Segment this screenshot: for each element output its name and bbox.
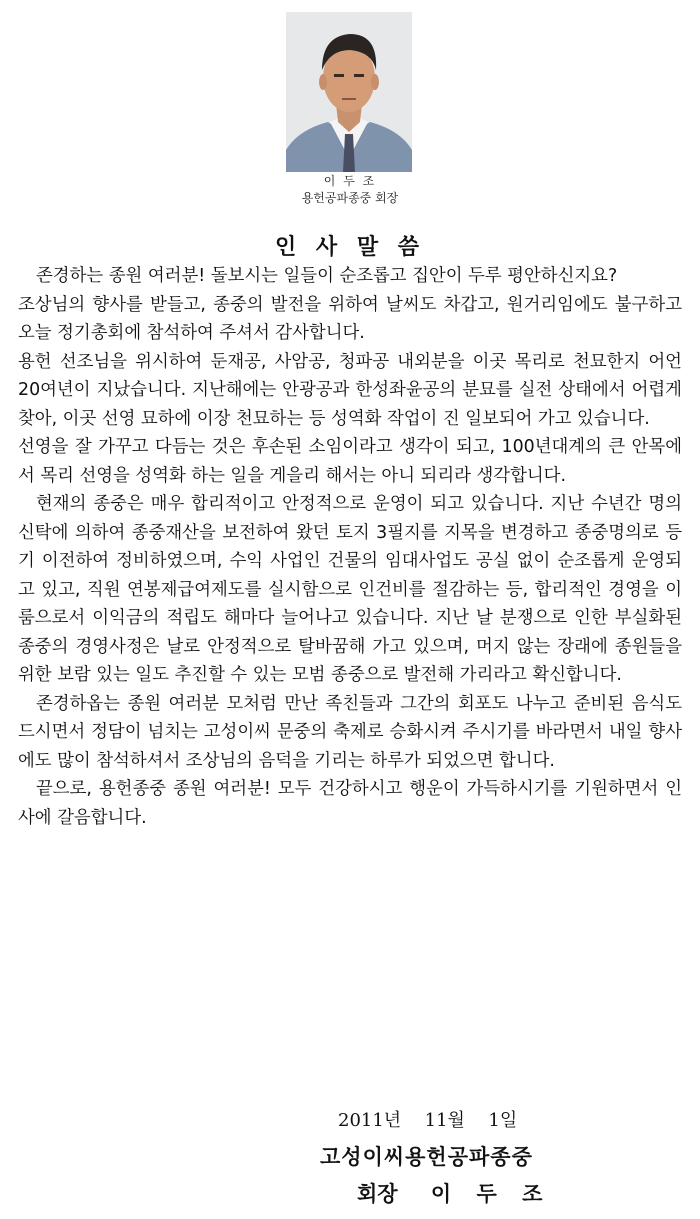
portrait-illustration	[286, 12, 412, 172]
paragraph-management: 현재의 종중은 매우 합리적이고 안정적으로 운영이 되고 있습니다. 지난 수년간 명의신탁에 의하여 종중재산을 보전하여 왔던 토지 3필지를 지목을 변경하고 종중명의로 등기 이전하여 정비하였으며, 수익 사업인 건물의 임대사업도 공실 없이 순조롭게 운영되고 있고, 직원 연봉제급여제도를 실시함으로 인건비를 절감하는 등, 합리적인 경영을 이룸으로서 이익금의 적립도 해마다 늘어나고 있습니다. 지난 날 분쟁으로 인한 부실화된 종중의 경영사정은 날로 안정적으로 탈바꿈해 가고 있으며, 머지 않는 장래에 종원들을 위한 보람 있는 일도 추진할 수 있는 모범 종중으로 발전해 가리라고 확신합니다.	[18, 494, 682, 685]
portrait-caption-title: 용헌공파종중 회장	[301, 191, 399, 205]
paragraph-greeting: 존경하는 종원 여러분! 돌보시는 일들이 순조롭고 집안이 두루 평안하신지요?	[36, 266, 618, 286]
portrait-photo	[286, 12, 412, 172]
paragraph-ancestors: 용헌 선조님을 위시하여 둔재공, 사암공, 청파공 내외분을 이곳 목리로 천묘한지 어언 20여년이 지났습니다. 지난해에는 안광공과 한성좌윤공의 분묘를 실전 상태에서 어렵게 찾아, 이곳 선영 묘하에 이장 천묘하는 등 성역화 작업이 진 일보되어 가고 있습니다.	[18, 351, 682, 429]
paragraph-festival: 존경하옵는 종원 여러분 모처럼 만난 족친들과 그간의 회포도 나누고 준비된 음식도 드시면서 정담이 넘치는 고성이씨 문중의 축제로 승화시켜 주시기를 바라면서 내일 향사에도 많이 참석하셔서 조상님의 음덕을 기리는 하루가 되었으면 합니다.	[18, 693, 682, 771]
signer-name: 이 두 조	[430, 1181, 552, 1206]
signature-line	[357, 1178, 551, 1208]
letter-date: 2011년 11월 1일	[338, 1110, 518, 1131]
organization-name: 고성이씨용헌공파종중	[320, 1144, 533, 1169]
letter-body	[18, 262, 682, 832]
paragraph-closing: 끝으로, 용헌종중 종원 여러분! 모두 건강하시고 행운이 가득하시기를 기원하면서 인사에 갈음합니다.	[18, 779, 682, 828]
signer-title: 회장	[357, 1181, 398, 1206]
portrait-caption-name: 이 두 조	[323, 174, 377, 188]
paragraph-sanctuary: 선영을 잘 가꾸고 다듬는 것은 후손된 소임이라고 생각이 되고, 100년대계의 큰 안목에서 목리 선영을 성역화 하는 일을 게을리 해서는 아니 되리라 생각합니다.	[18, 437, 682, 486]
page-title: 인 사 말 씀	[275, 235, 425, 260]
paragraph-thanks: 조상님의 향사를 받들고, 종중의 발전을 위하여 날씨도 차갑고, 원거리임에도 불구하고 오늘 정기총회에 참석하여 주셔서 감사합니다.	[18, 294, 682, 343]
